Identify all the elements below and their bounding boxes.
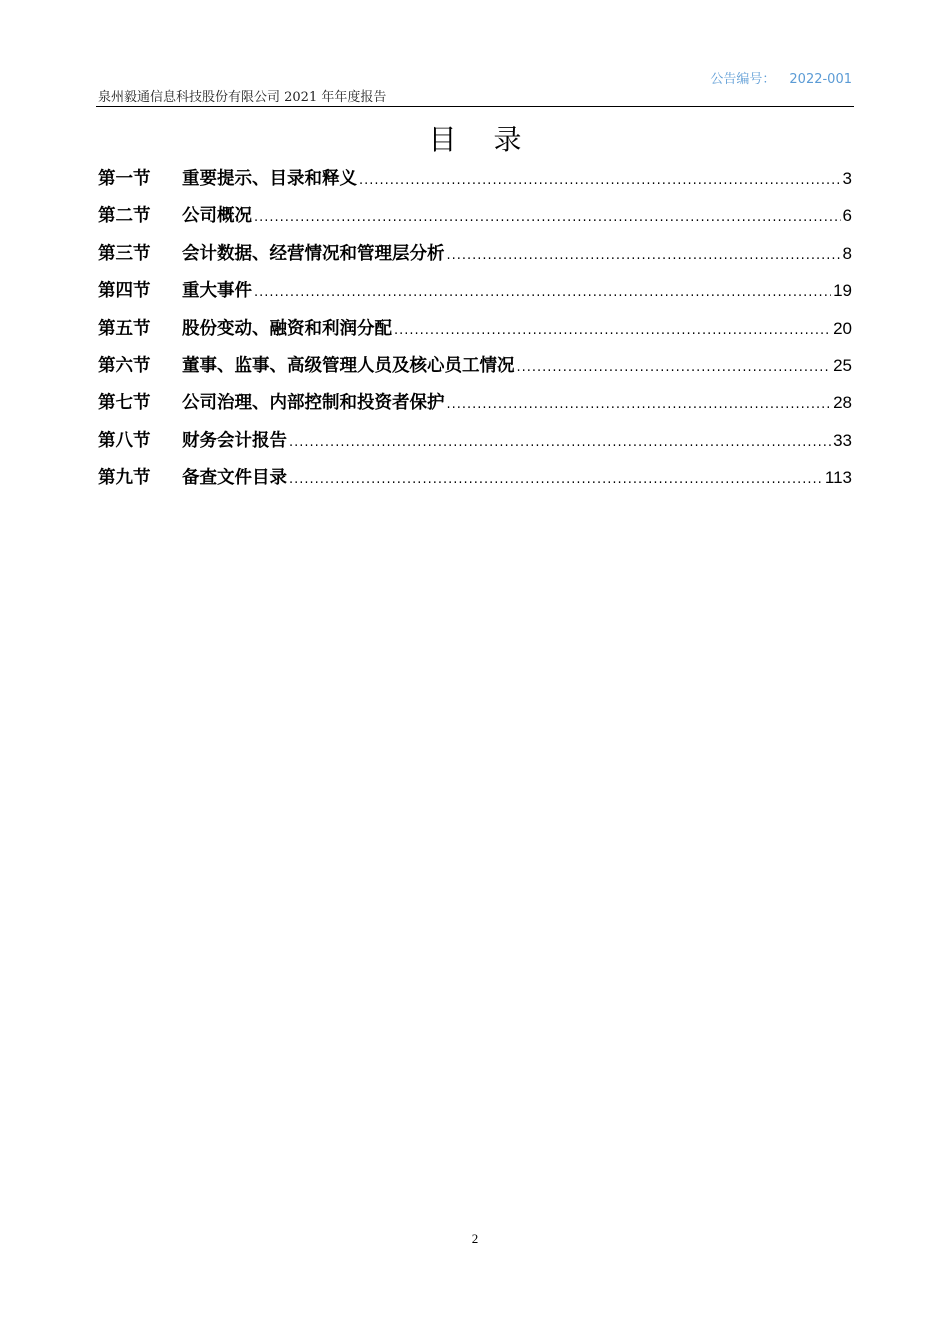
toc-section-name: 财务会计报告 xyxy=(182,430,287,451)
toc-page-number: 28 xyxy=(833,393,852,413)
toc-section-number: 第一节 xyxy=(98,169,151,189)
toc-page-number: 19 xyxy=(833,281,852,301)
toc-section-name: 重大事件 xyxy=(182,281,252,302)
header-divider xyxy=(96,106,854,107)
toc-section-name: 重要提示、目录和释义 xyxy=(182,169,357,189)
announcement-value: 2022-001 xyxy=(789,72,852,87)
toc-section-number: 第六节 xyxy=(98,355,151,376)
toc-leader-dots xyxy=(289,472,823,487)
toc-page-number: 8 xyxy=(842,243,852,263)
toc-leader-dots xyxy=(447,248,841,263)
toc-leader-dots xyxy=(359,173,841,188)
toc-section-name: 会计数据、经营情况和管理层分析 xyxy=(182,243,445,264)
toc-leader-dots xyxy=(254,210,841,225)
toc-entry[interactable] xyxy=(98,427,852,464)
toc-section-number: 第五节 xyxy=(98,318,151,339)
toc-section-number: 第九节 xyxy=(98,468,151,489)
toc-leader-dots xyxy=(447,397,832,412)
page-number: 2 xyxy=(471,1231,479,1246)
toc-page-number: 33 xyxy=(833,430,852,450)
toc-section-name: 备查文件目录 xyxy=(182,468,287,489)
toc-leader-dots xyxy=(394,323,831,338)
toc-leader-dots xyxy=(289,435,831,450)
toc-title: 目 录 xyxy=(428,123,536,156)
announcement-number xyxy=(710,68,852,87)
toc-page-number: 113 xyxy=(824,468,852,488)
toc-section-number: 第七节 xyxy=(98,393,151,414)
toc-entry[interactable] xyxy=(98,315,852,352)
toc-section-name: 董事、监事、高级管理人员及核心员工情况 xyxy=(182,355,515,376)
toc-section-number: 第八节 xyxy=(98,430,151,451)
toc-page-number: 20 xyxy=(833,318,852,338)
toc-section-number: 第三节 xyxy=(98,243,151,264)
toc-leader-dots xyxy=(517,360,832,375)
toc-section-number: 第四节 xyxy=(98,281,151,302)
toc-entry[interactable] xyxy=(98,165,852,202)
announcement-label: 公告编号： xyxy=(710,72,776,87)
toc-entry[interactable] xyxy=(98,352,852,389)
toc-section-number: 第二节 xyxy=(98,206,151,227)
toc-page-number: 25 xyxy=(833,355,852,375)
toc-section-name: 股份变动、融资和利润分配 xyxy=(182,318,392,339)
toc-entry[interactable] xyxy=(98,277,852,314)
toc-page-number: 6 xyxy=(842,206,852,226)
toc-section-name: 公司概况 xyxy=(182,206,252,227)
toc-page-number: 3 xyxy=(842,169,852,188)
toc-entry[interactable] xyxy=(98,240,852,277)
toc-entry[interactable] xyxy=(98,202,852,239)
table-of-contents xyxy=(98,165,852,502)
toc-entry[interactable] xyxy=(98,464,852,501)
toc-entry[interactable] xyxy=(98,389,852,426)
toc-section-name: 公司治理、内部控制和投资者保护 xyxy=(182,393,445,414)
toc-leader-dots xyxy=(254,285,831,300)
document-header-title: 泉州毅通信息科技股份有限公司 2021 年年度报告 xyxy=(98,90,387,105)
